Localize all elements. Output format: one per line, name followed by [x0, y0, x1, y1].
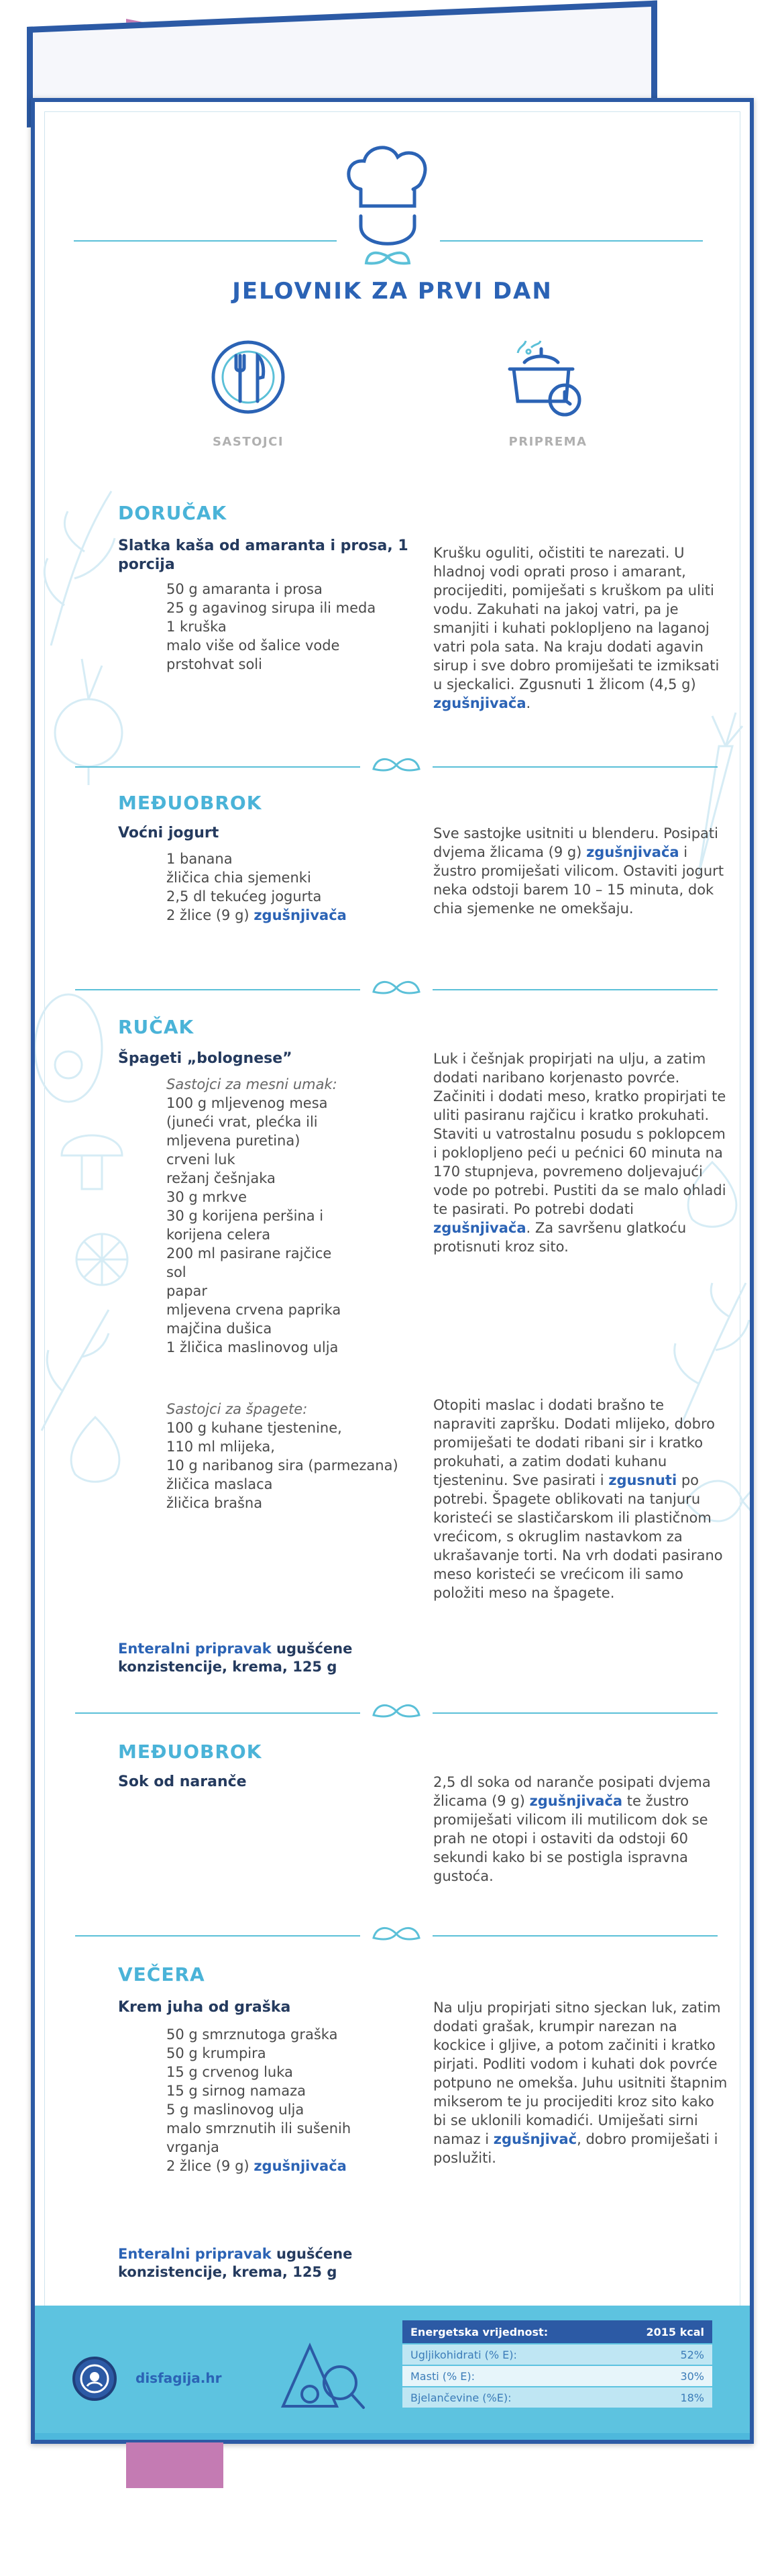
dish-name: Voćni jogurt — [118, 825, 219, 841]
thickener-highlight: zgusnuti — [608, 1472, 677, 1488]
enteral-note — [118, 1640, 413, 1676]
ingredient-item: 15 g crvenog luka — [166, 2064, 293, 2080]
preparation-column-label: PRIPREMA — [508, 435, 587, 449]
preparation-text-end: te žustro promiješati vilicom ili mutilicom dok se prah ne otopi i ostaviti da odstoji 60 sekundi kako bi se postigla ispravna gustoća. — [433, 1793, 708, 1884]
nutrition-row — [402, 2345, 712, 2365]
ingredient-item: žličica brašna — [166, 1495, 263, 1511]
ingredient-item: sol — [166, 1264, 186, 1280]
preparation-text — [433, 1998, 728, 2167]
thickener-highlight: zgušnjivača — [254, 907, 347, 923]
ingredient-item: 5 g maslinovog ulja — [166, 2102, 304, 2118]
ingredient-item: 100 g kuhane tjestenine, — [166, 1420, 342, 1436]
ingredient-item: 15 g sirnog namaza — [166, 2083, 306, 2099]
nutrition-analysis-icon — [276, 2332, 370, 2420]
ingredient-item: 1 žličica maslinovog ulja — [166, 1339, 339, 1355]
enteral-text: ugušćene konzistencije, krema, 125 g — [118, 2246, 353, 2280]
section-divider — [75, 756, 718, 778]
enteral-highlight: Enteralni pripravak — [118, 1641, 272, 1657]
preparation-text-end: i žustro promiješati vilicom. Ostaviti jogurt neka odstoji barem 10 – 15 minuta, dok chia sjemenke ne omekšaju. — [433, 844, 724, 917]
menu-card — [31, 98, 754, 2444]
preparation-text-end: . Za savršenu glatkoću protisnuti kroz sito. — [433, 1220, 687, 1255]
energy-label: Energetska vrijednost: — [410, 2325, 549, 2338]
ingredient-item: 50 g smrznutoga graška — [166, 2026, 338, 2043]
section-divider — [75, 1702, 718, 1724]
preparation-text — [433, 824, 728, 918]
preparation-text — [433, 1396, 728, 1602]
ingredient-item: vrganja — [166, 2139, 219, 2155]
ingredient-item: malo smrznutih ili sušenih — [166, 2120, 351, 2136]
ingredient-item: 2,5 dl tekućeg jogurta — [166, 888, 322, 905]
preparation-text-body: Luk i češnjak propirjati na ulju, a zatim dodati naribano korjenasto povrće. Začiniti i dodati meso, kratko propirjati te uliti pasiranu rajčicu i kratko prokuhati. Staviti u vatrostalnu posudu s poklopcem i poklopljeno peći u pećnici 60 minuta na 170 stupnjeva, povremeno doljevajući vode po potrebi. Pustiti da se malo ohladi te pasirati. Po potrebi dodati — [433, 1051, 726, 1217]
ingredient-item: 10 g naribanog sira (parmezana) — [166, 1457, 398, 1474]
preparation-text-end: po potrebi. Špagete oblikovati na tanjuru koristeći se slastičarskom ili plastičnom vrećicom, s okruglim nastavkom za ukrašavanje torti. Na vrh dodati pasirano meso koristeći se vrećicom ili samo položiti meso na špagete. — [433, 1472, 723, 1601]
cutlery-icon — [211, 340, 286, 415]
section-title-lunch: RUČAK — [118, 1016, 194, 1038]
preparation-text — [433, 1773, 728, 1886]
ingredient-item — [166, 2157, 351, 2175]
ingredient-item: mljevena crvena paprika — [166, 1302, 341, 1318]
nutrient-value: 52% — [680, 2348, 704, 2361]
nutrition-header — [402, 2320, 712, 2343]
ingredient-item: režanj češnjaka — [166, 1170, 276, 1186]
preparation-text-body: Na ulju propirjati sitno sjeckan luk, zatim dodati grašak, krumpir narezan na kockice i gljive, a potom začiniti i kratko pirjati. Podliti vodom i kuhati dok povrće potpuno ne omekša. Juhu usitniti štapnim mikserom te ju procijediti kroz sito kako bi se uklonili komadići. Umiješati sirni namaz i — [433, 2000, 728, 2147]
nutrient-value: 30% — [680, 2369, 704, 2383]
thickener-highlight: zgušnjivača — [433, 695, 526, 711]
ingredient-item: prstohvat soli — [166, 656, 262, 672]
preparation-text-body: 2,5 dl soka od naranče posipati dvjema žlicama (9 g) — [433, 1774, 711, 1809]
thickener-highlight: zgušnjivača — [433, 1220, 526, 1236]
ingredient-item: crveni luk — [166, 1151, 235, 1168]
ingredient-item: 25 g agavinog sirupa ili meda — [166, 600, 376, 616]
section-divider — [75, 1924, 718, 1947]
ingredient-item: mljevena puretina) — [166, 1133, 300, 1149]
enteral-text: ugušćene konzistencije, krema, 125 g — [118, 1641, 353, 1675]
ingredient-item: korijena celera — [166, 1227, 271, 1243]
ingredient-item: 50 g krumpira — [166, 2045, 266, 2061]
ingredient-item: (juneći vrat, plećka ili — [166, 1114, 318, 1130]
header-line-right — [440, 240, 703, 242]
nutrition-row — [402, 2366, 712, 2386]
bookmark-ribbon-bottom — [126, 2442, 223, 2488]
ingredient-item: 30 g korijena peršina i — [166, 1208, 324, 1224]
section-title-snack: MEĐUOBROK — [118, 792, 262, 814]
ingredient-item: žličica chia sjemenki — [166, 870, 311, 886]
ingredient-item: 110 ml mlijeka, — [166, 1439, 275, 1455]
ingredient-item: malo više od šalice vode — [166, 637, 340, 654]
enteral-note — [118, 2245, 413, 2281]
garlic-doodle-icon — [62, 1410, 129, 1484]
dish-name: Slatka kaša od amaranta i prosa, 1 porcija — [118, 537, 408, 573]
thickener-highlight: zgušnjivača — [586, 844, 679, 860]
header-line-left — [74, 240, 337, 242]
ingredient-list — [166, 580, 376, 674]
nutrition-table — [402, 2320, 712, 2409]
nutrient-label: Bjelančevine (%E): — [410, 2391, 512, 2404]
section-title-dinner: VEČERA — [118, 1963, 205, 1986]
logo-text[interactable]: disfagija.hr — [135, 2370, 222, 2386]
dish-name: Špageti „bolognese” — [118, 1050, 292, 1067]
ingredient-subheading: Sastojci za špagete: — [166, 1401, 308, 1417]
nutrient-label: Ugljikohidrati (% E): — [410, 2348, 517, 2361]
ingredient-item: 100 g mljevenog mesa — [166, 1095, 328, 1111]
nutrient-value: 18% — [680, 2391, 704, 2404]
ingredient-list — [166, 1075, 341, 1357]
cooking-pot-icon — [504, 334, 592, 421]
ingredient-amount: 2 žlice (9 g) — [166, 2158, 249, 2174]
leaf-doodle-icon — [38, 478, 125, 652]
section-title-snack: MEĐUOBROK — [118, 1741, 262, 1763]
thickener-highlight: zgušnjivača — [254, 2158, 347, 2174]
preparation-text-body: Otopiti maslac i dodati brašno te napraviti zapršku. Dodati mlijeko, dobro promiješati te dodati ribani sir i kratko prokuhati, a zatim dodati kuhanu tjesteninu. Sve pasirati i — [433, 1397, 715, 1488]
preparation-text-end: , dobro promiješati i poslužiti. — [433, 2131, 718, 2166]
mushroom-doodle-icon — [55, 1122, 129, 1196]
ingredient-list — [166, 1400, 398, 1512]
ingredient-item: 1 banana — [166, 851, 233, 867]
ingredient-item: 50 g amaranta i prosa — [166, 581, 323, 597]
disfagija-logo-icon[interactable] — [72, 2357, 117, 2401]
lemon-doodle-icon — [72, 1229, 132, 1290]
thickener-highlight: zgušnjivač — [493, 2131, 577, 2147]
footer-band — [35, 2306, 750, 2433]
ingredient-item: 30 g mrkve — [166, 1189, 247, 1205]
dish-name: Sok od naranče — [118, 1773, 247, 1790]
chef-icon — [341, 142, 435, 276]
section-divider — [75, 978, 718, 1001]
section-title-breakfast: DORUČAK — [118, 502, 227, 524]
thickener-highlight: zgušnjivača — [529, 1793, 623, 1809]
preparation-text-end: . — [526, 695, 531, 711]
ingredient-item: 1 kruška — [166, 619, 227, 635]
ingredient-list — [166, 2025, 351, 2175]
ingredients-column-label: SASTOJCI — [212, 435, 284, 449]
ingredient-item: papar — [166, 1283, 208, 1299]
preparation-text — [433, 1049, 728, 1256]
footer — [35, 2306, 750, 2440]
ingredient-subheading: Sastojci za mesni umak: — [166, 1076, 337, 1092]
page-title: JELOVNIK ZA PRVI DAN — [232, 278, 553, 305]
preparation-text-body: Krušku oguliti, očistiti te narezati. U hladnoj vodi oprati proso i amarant, procijediti, pomiješati s kruškom pa uliti vodu. Zakuhati na jakoj vatri, pa je smanjiti i kuhati poklopljeno na laganoj vatri pola sata. Na kraju dodati agavin sirup i sve dobro promiješati te izmiksati u sjeckalici. Zgusnuti 1 žlicom (4,5 g) — [433, 545, 720, 692]
ingredient-item: majčina dušica — [166, 1321, 272, 1337]
ingredient-list — [166, 849, 347, 925]
preparation-text — [433, 544, 728, 713]
nutrition-row — [402, 2387, 712, 2408]
dish-name: Krem juha od graška — [118, 1999, 291, 2016]
ingredient-item: 200 ml pasirane rajčice — [166, 1245, 332, 1261]
nutrient-label: Masti (% E): — [410, 2369, 475, 2383]
preparation-text-body: Sve sastojke usitniti u blenderu. Posipati dvjema žlicama (9 g) — [433, 825, 718, 860]
energy-value: 2015 kcal — [646, 2325, 704, 2338]
ingredient-item — [166, 906, 347, 925]
ingredient-amount: 2 žlice (9 g) — [166, 907, 249, 923]
ingredient-item: žličica maslaca — [166, 1476, 273, 1492]
enteral-highlight: Enteralni pripravak — [118, 2246, 272, 2262]
